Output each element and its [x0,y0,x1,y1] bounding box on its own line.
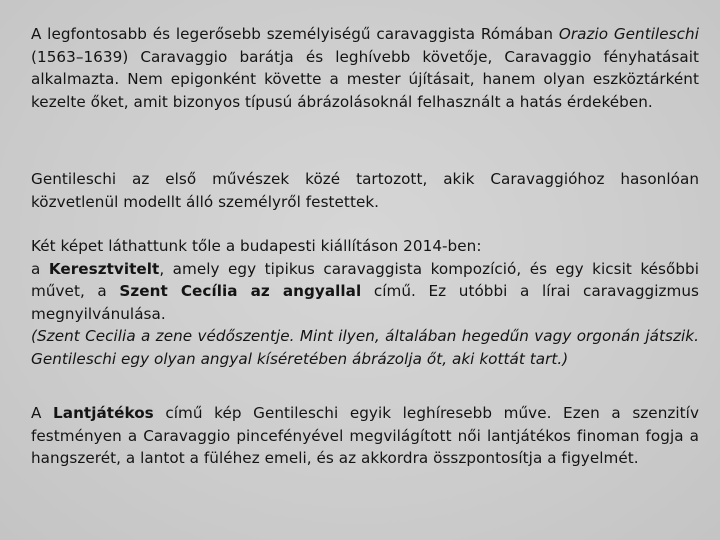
paragraph-exhibition [31,235,699,371]
p1-text-b: (1563–1639) Caravaggio barátja és leghívebb követője, Caravaggio fényhatásait alkalmazta. Nem epigonként követte a mester újításait, hanem olyan eszköztárként kezelte őket, amit bizonyos típusú ábrázolásoknál felhasznált a hatás érdekében. [31,47,699,111]
p3-text-c: című. Ez utóbbi a lírai caravaggizmus megnyilvánulása. [31,282,700,323]
p3-line1: Két képet láthattunk tőle a budapesti kiállításon 2014-ben: [31,237,482,255]
work-title-szent-cecilia: Szent Cecília az angyallal [119,282,362,301]
p1-text-a: A legfontosabb és legerősebb személyiségű caravaggista Rómában [31,25,554,43]
p3-note: (Szent Cecilia a zene védőszentje. Mint ilyen, általában hegedűn vagy orgonán játszik. Gentileschi egy olyan angyal kíséretében ábrázolja őt, aki kottát tart.) [31,327,699,368]
paragraph-intro [31,23,699,113]
paragraph-model [31,168,699,213]
work-title-lantjatekos: Lantjátékos [53,404,154,422]
p3-text-b: , amely egy tipikus caravaggista kompozíció, és egy kicsit későbbi művet, a [31,259,699,301]
p4-text-a: A [31,404,42,422]
p2-text: Gentileschi az első művészek közé tartozott, akik Caravaggióhoz hasonlóan közvetlenül modellt álló személyről festettek. [31,170,699,211]
work-title-keresztvitel: Keresztvitelt [48,259,160,278]
p3-text-a: a [31,259,41,278]
p4-text-b: című kép Gentileschi egyik leghíresebb műve. Ezen a szenzitív festményen a Caravaggio pincefényével megvilágított női lantjátékos finoman fogja a hangszerét, a lantot a füléhez emeli, és az akkordra összpontosítja a figyelmét. [31,404,699,468]
artist-name: Orazio Gentileschi [558,25,699,43]
paragraph-lantjatekos [31,402,699,470]
